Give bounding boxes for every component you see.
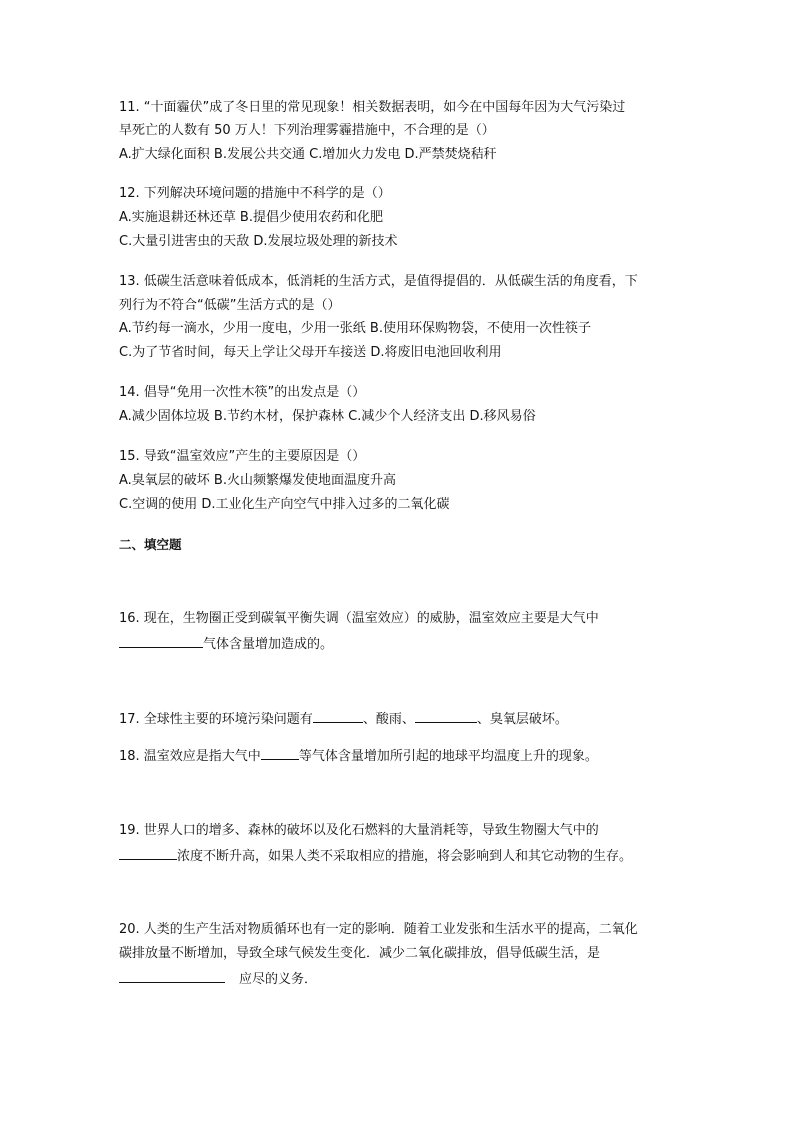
q11-line-2: 早死亡的人数有 50 万人！下列治理雾霾措施中，不合理的是（） — [119, 123, 495, 138]
q13-options-2: C.为了节省时间，每天上学让父母开车接送 D.将废旧电池回收利用 — [119, 345, 502, 360]
q20-line-2: 碳排放量不断增加，导致全球气候发生变化．减少二氧化碳排放，倡导低碳生活，是 — [119, 946, 601, 961]
q12-options-1: A.实施退耕还林还草 B.提倡少使用农药和化肥 — [119, 210, 383, 225]
q13-line-1: 13. 低碳生活意味着低成本，低消耗的生活方式，是值得提倡的．从低碳生活的角度看，下 — [119, 274, 638, 289]
q19-line-2-text: 浓度不断升高，如果人类不采取相应的措施，将会影响到人和其它动物的生存。 — [177, 849, 633, 864]
q14-line-1: 14. 倡导“免用一次性木筷”的出发点是（） — [119, 385, 366, 400]
q14-options: A.减少固体垃圾 B.节约木材，保护森林 C.减少个人经济支出 D.移风易俗 — [119, 409, 536, 424]
q13-options-1: A.节约每一滴水，少用一度电，少用一张纸 B.使用环保购物袋，不使用一次性筷子 — [119, 321, 591, 336]
q17-after: 、臭氧层破坏。 — [476, 712, 568, 727]
q15-options-2: C.空调的使用 D.工业化生产向空气中排入过多的二氧化碳 — [119, 497, 450, 512]
q18-before: 18. 温室效应是指大气中 — [119, 749, 261, 764]
q15-options-1: A.臭氧层的破坏 B.火山频繁爆发使地面温度升高 — [119, 473, 396, 488]
q18-blank[interactable] — [261, 745, 299, 760]
q18-line — [119, 745, 598, 765]
q16-line-2 — [119, 633, 333, 653]
q11-options: A.扩大绿化面积 B.发展公共交通 C.增加火力发电 D.严禁焚烧秸秆 — [119, 147, 497, 162]
q17-blank-2[interactable] — [415, 708, 477, 723]
q19-line-1: 19. 世界人口的增多、森林的破坏以及化石燃料的大量消耗等，导致生物圈大气中的 — [119, 823, 599, 838]
q20-blank[interactable] — [119, 968, 225, 983]
q17-blank-1[interactable] — [313, 708, 363, 723]
q17-line — [119, 708, 568, 728]
q19-line-2 — [119, 845, 632, 865]
q12-options-2: C.大量引进害虫的天敌 D.发展垃圾处理的新技术 — [119, 234, 398, 249]
section-title: 二、填空题 — [119, 537, 182, 552]
q20-line-3 — [119, 968, 317, 988]
q17-middle: 、酸雨、 — [362, 712, 415, 727]
q16-line-1: 16. 现在，生物圈正受到碳氧平衡失调（温室效应）的威胁，温室效应主要是大气中 — [119, 611, 599, 626]
q15-line-1: 15. 导致“温室效应”产生的主要原因是（） — [119, 449, 366, 464]
q13-line-2: 列行为不符合“低碳”生活方式的是（） — [119, 298, 341, 313]
q18-after: 等气体含量增加所引起的地球平均温度上升的现象。 — [298, 749, 598, 764]
q16-blank[interactable] — [119, 633, 203, 648]
q11-line-1: 11. “十面霾伏”成了冬日里的常见现象！相关数据表明，如今在中国每年因为大气污染过 — [119, 100, 626, 115]
q19-blank[interactable] — [119, 845, 177, 860]
q20-line-3-text: 应尽的义务． — [239, 972, 318, 987]
q20-line-1: 20. 人类的生产生活对物质循环也有一定的影响．随着工业发张和生活水平的提高，二氧化 — [119, 922, 638, 937]
q16-line-2-text: 气体含量增加造成的。 — [203, 637, 334, 652]
q12-line-1: 12. 下列解决环境问题的措施中不科学的是（） — [119, 186, 391, 201]
q17-before: 17. 全球性主要的环境污染问题有 — [119, 712, 313, 727]
